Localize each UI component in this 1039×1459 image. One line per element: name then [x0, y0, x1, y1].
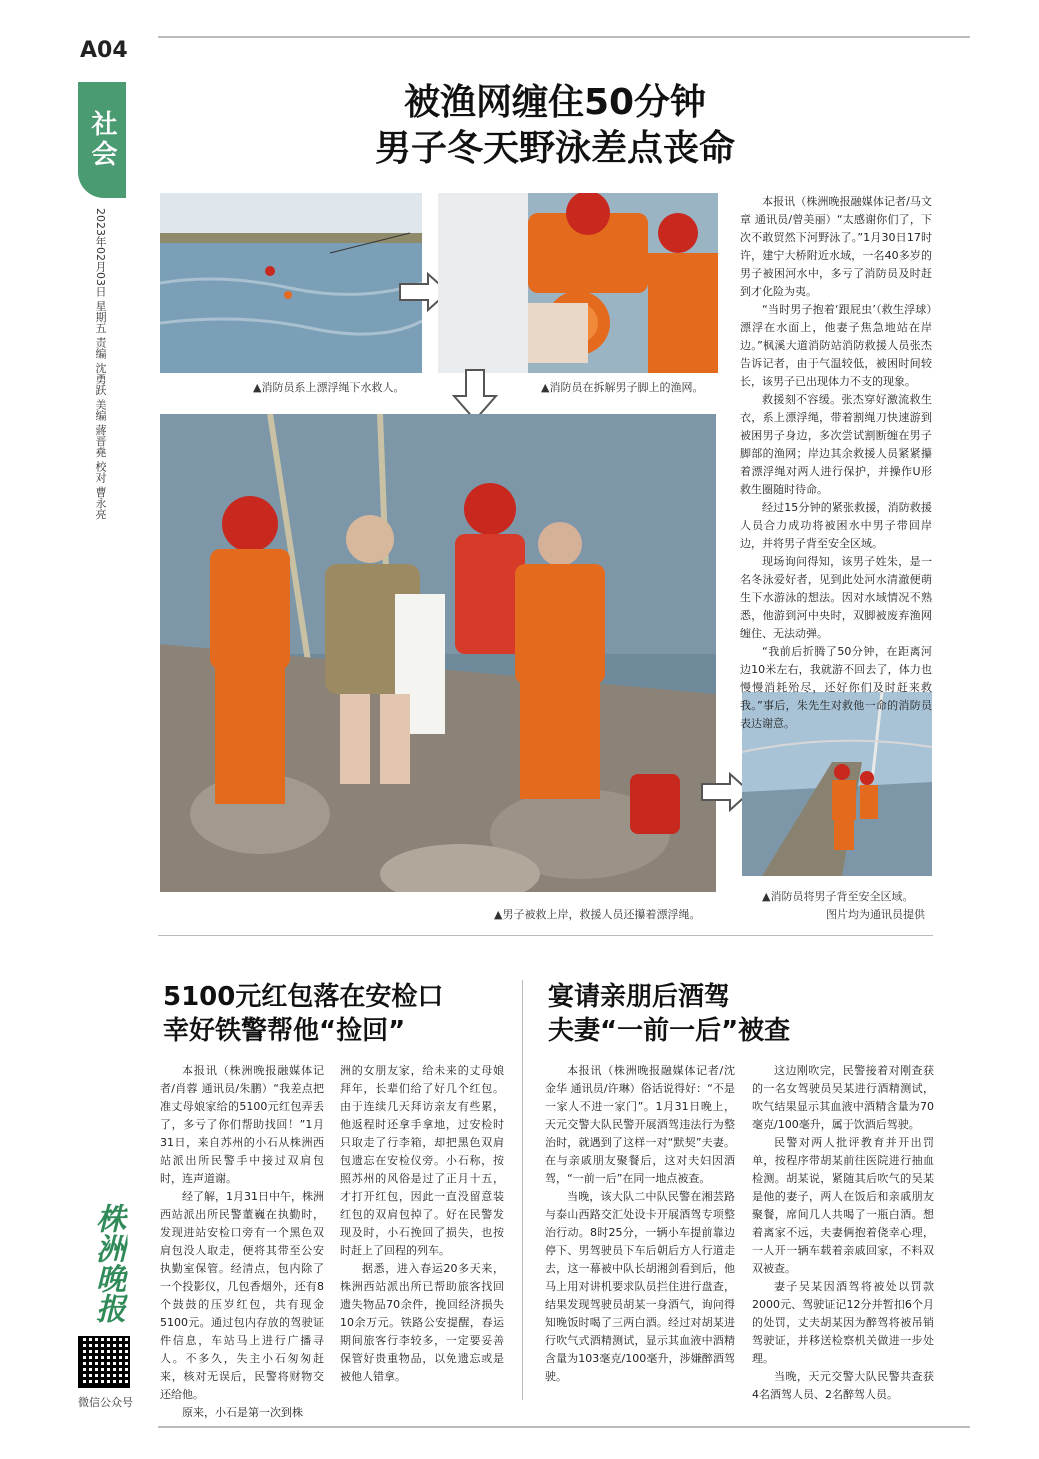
- photo-rope-rescue: [160, 193, 422, 373]
- qr-code[interactable]: [78, 1336, 130, 1388]
- section-tab: 社会: [78, 82, 126, 198]
- page-number: A04: [80, 38, 128, 63]
- story2-col1: [160, 1062, 324, 1422]
- story3-paragraph: 当晚，天元交警大队民警共查获4名酒驾人员、2名醉驾人员。: [752, 1370, 934, 1401]
- story2-paragraph: 本报讯（株洲晚报融媒体记者/肖蓉 通讯员/朱鹏）“我差点把准丈母娘家给的5100元红包弄丢了，多亏了你们帮助找回！”1月31日，来自苏州的小石从株洲西站派出所民警手中接过双肩包时，连声道谢。: [160, 1064, 324, 1185]
- story1-paragraph: 救援刻不容缓。张杰穿好激流救生衣，系上漂浮绳，带着割绳刀快速游到被困男子身边，多次尝试割断缠在男子脚部的渔网；岸边其余救援人员紧紧攥着漂浮绳对两人进行保护，并操作U形救生圈随时待命。: [740, 393, 932, 496]
- story1-paragraph: “当时男子抱着‘跟屁虫’（救生浮球）漂浮在水面上，他妻子焦急地站在岸边。”枫溪大道消防站消防救援人员张杰告诉记者，由于气温较低，被困时间较长，该男子已出现体力不支的现象。: [740, 303, 932, 388]
- paper-logo: 株洲晚报: [80, 1198, 132, 1328]
- story3-headline-line1: 宴请亲朋后酒驾: [548, 982, 731, 1012]
- story2-col2: [340, 1062, 504, 1386]
- story1-paragraph: 本报讯（株洲晚报融媒体记者/马文章 通讯员/曾美丽）“太感谢你们了，下次不敢贸然下河野泳了。”1月30日17时许，建宁大桥附近水域，一名40多岁的男子被困河水中，多亏了消防员及时赶到才化险为夷。: [740, 195, 932, 298]
- story1-headline-line1: 被渔网缠住50分钟: [403, 82, 707, 123]
- story3-col2: [752, 1062, 934, 1404]
- dateline: 2023年02月03日 星期五 责编 沈勇跃 美编 蔣晋堯 校对 曹永亮: [94, 208, 107, 520]
- story3-headline-line2: 夫妻“一前一后”被查: [548, 1016, 791, 1046]
- story2-paragraph: 原来，小石是第一次到株: [182, 1406, 303, 1419]
- story3-paragraph: 妻子吴某因酒驾将被处以罚款2000元、驾驶证记12分并暂扣6个月的处罚，丈夫胡某因为醉驾将被吊销驾驶证，并移送检察机关做进一步处理。: [752, 1280, 934, 1365]
- story1-headline-line2: 男子冬天野泳差点丧命: [374, 128, 735, 169]
- story2-headline-line2: 幸好铁警帮他“捡回”: [163, 1016, 406, 1046]
- caption-photo2: ▲消防员在拆解男子脚上的渔网。: [541, 381, 704, 394]
- bottom-rule: [158, 1426, 970, 1428]
- story1-paragraph: 经过15分钟的紧张救援，消防救援人员合力成功将被困水中男子带回岸边，并将男子背至安全区域。: [740, 501, 932, 550]
- top-rule: [158, 36, 970, 38]
- qr-caption: 微信公众号: [78, 1396, 133, 1409]
- story3-paragraph: 本报讯（株洲晚报融媒体记者/沈金华 通讯员/许琳）俗话说得好：“不是一家人不进一家门”。1月31日晚上，天元交警大队民警开展酒驾违法行为整治时，就遇到了这样一对“默契”夫妻。在与亲戚朋友聚餐后，这对夫妇因酒驾，“一前一后”在同一地点被查。: [545, 1064, 735, 1185]
- story1-body: [740, 193, 932, 733]
- photo-man-rescued: [160, 414, 716, 892]
- story3-paragraph: 这边刚吹完，民警接着对刚查获的一名女驾驶员吴某进行酒精测试，吹气结果显示其血液中酒精含量为70毫克/100毫升，属于饮酒后驾驶。: [752, 1064, 934, 1131]
- story2-paragraph: 洲的女朋友家，给未来的丈母娘拜年，长辈们给了好几个红包。由于连续几天拜访亲友有些累，他返程时还拿手拿地，过安检时只取走了行李箱，却把黑色双肩包遗忘在安检仪旁。小石称，按照苏州的风俗是过了正月十五，才打开红包，因此一直没留意装红包的双肩包掉了。好在民警发现及时，小石挽回了损失，也按时赶上了回程的列车。: [340, 1064, 504, 1257]
- story2-paragraph: 据悉，进入春运20多天来，株洲西站派出所已帮助旅客找回遗失物品70余件，挽回经济损失10余万元。铁路公安提醒，春运期间旅客行李较多，一定要妥善保管好贵重物品，以免遗忘或是被他人错拿。: [340, 1262, 504, 1383]
- photo-credit: 图片均为通讯员提供: [826, 908, 925, 921]
- story3-paragraph: 民警对两人批评教育并开出罚单，按程序带胡某前往医院进行抽血检测。胡某说，紧随其后吹气的吴某是他的妻子，两人在饭后和亲戚朋友聚餐，席间几人共喝了一瓶白酒。想着离家不远，夫妻俩抱着侥幸心理，一人开一辆车载着亲戚回家，不料双双被查。: [752, 1136, 934, 1275]
- section-divider: [158, 935, 933, 936]
- column-divider: [522, 980, 523, 1400]
- story2-headline-line1: 5100元红包落在安检口: [163, 982, 444, 1012]
- story1-paragraph: 现场询问得知，该男子姓朱，是一名冬泳爱好者，见到此处河水清澈便萌生下水游泳的想法。因对水域情况不熟悉，他游到河中央时，双脚被废弃渔网缠住、无法动弹。: [740, 555, 932, 640]
- story3-col1: [545, 1062, 735, 1386]
- story3-paragraph: 当晚，该大队二中队民警在湘芸路与泰山西路交汇处设卡开展酒驾专项整治行动。8时25分，一辆小车提前靠边停下、男驾驶员下车后朝后方人行道走去，这一幕被中队长胡湘剑看到后，他马上用对讲机要求队员拦住进行盘查，结果发现驾驶员胡某一身酒气，询问得知晚饭时喝了三两白酒。经过对胡某进行吹气式酒精测试，显示其血液中酒精含量为103毫克/100毫升，涉嫌醉酒驾驶。: [545, 1190, 735, 1383]
- caption-photo4: ▲消防员将男子背至安全区域。: [762, 890, 914, 903]
- caption-photo3: ▲男子被救上岸，救援人员还攥着漂浮绳。: [494, 908, 701, 921]
- photo-untangling-net: [438, 193, 718, 373]
- story1-paragraph: “我前后折腾了50分钟，在距离河边10米左右，我就游不回去了，体力也慢慢消耗殆尽，还好你们及时赶来救我。”事后，朱先生对救他一命的消防员表达谢意。: [740, 645, 932, 730]
- caption-photo1: ▲消防员系上漂浮绳下水救人。: [253, 381, 405, 394]
- story2-paragraph: 经了解，1月31日中午，株洲西站派出所民警董巍在执勤时，发现进站安检口旁有一个黑色双肩包没人取走，便将其带至公安执勤室保管。经清点，包内除了一个投影仪，几包香烟外，还有8个鼓鼓的压岁红包，共有现金5100元。通过包内存放的驾驶证件信息，车站马上进行广播寻人。不多久，失主小石匆匆赶来，核对无误后，民警将财物交还给他。: [160, 1190, 324, 1401]
